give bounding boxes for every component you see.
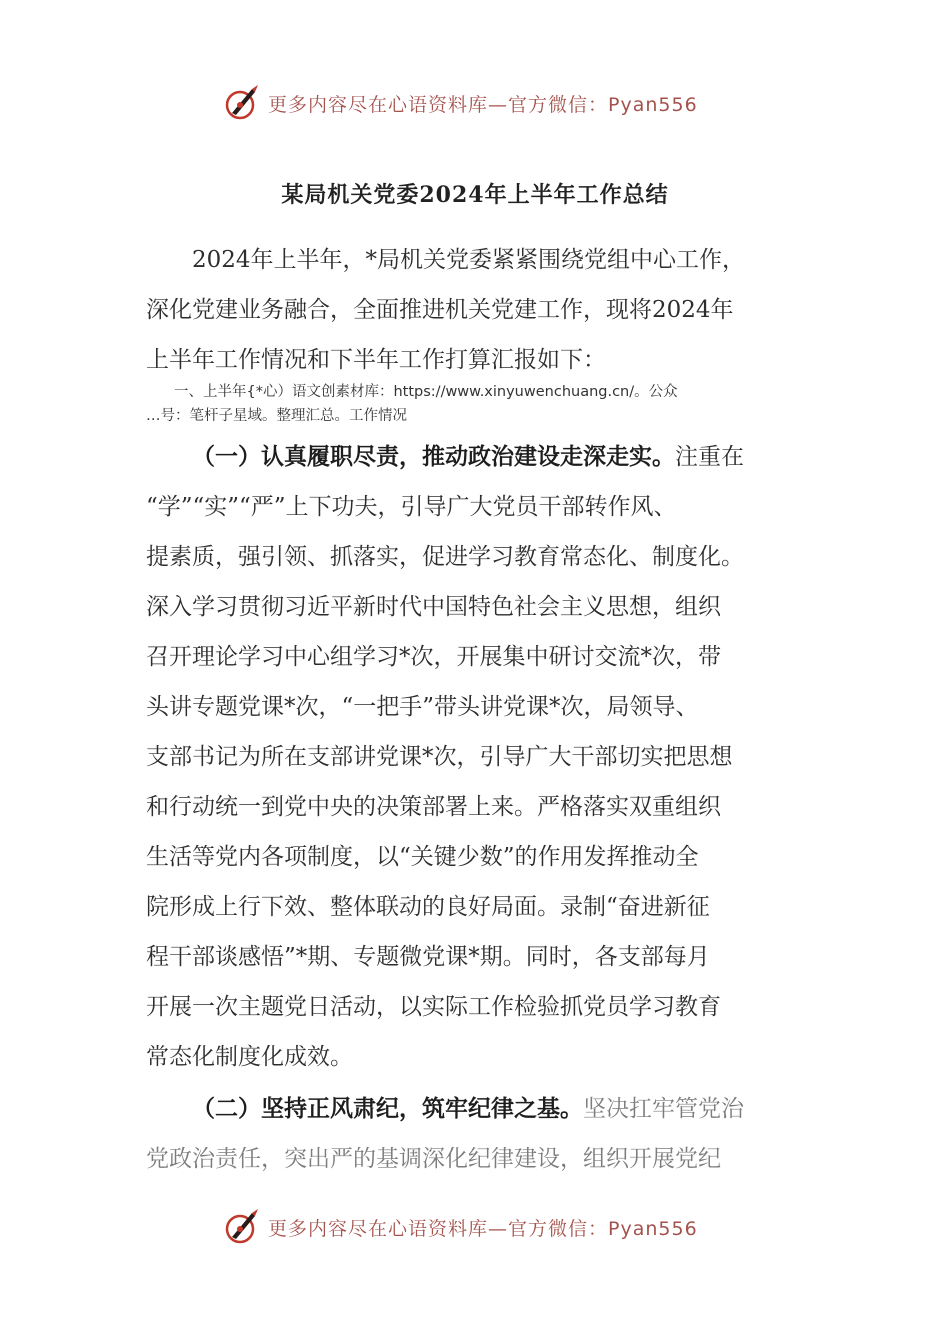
document-title: 某局机关党委2024年上半年工作总结 xyxy=(281,182,669,208)
intro-paragraph xyxy=(146,235,806,385)
banner-label: 更多内容尽在心语资料库—官方微信： xyxy=(268,1217,609,1240)
watermark-banner-bottom xyxy=(222,1205,698,1249)
quill-logo-icon xyxy=(222,83,262,123)
section-1-first-line xyxy=(146,432,806,482)
watermark-banner-top xyxy=(222,81,698,125)
body-line: 头讲专题党课*次，“一把手”带头讲党课*次，局领导、 xyxy=(146,694,699,720)
intro-line: 上半年工作情况和下半年工作打算汇报如下： xyxy=(146,347,606,373)
body-line: 深入学习贯彻习近平新时代中国特色社会主义思想，组织 xyxy=(146,594,721,620)
section-1-paragraph xyxy=(146,432,806,1082)
banner-label: 更多内容尽在心语资料库—官方微信： xyxy=(268,93,609,116)
banner-text xyxy=(268,90,698,117)
intro-line: 深化党建业务融合，全面推进机关党建工作，现将2024年 xyxy=(146,297,734,323)
note-line: …号：笔杆子星域。整理汇总。工作情况 xyxy=(146,408,407,424)
body-line: 党政治责任，突出严的基调深化纪律建设，组织开展党纪 xyxy=(146,1146,721,1172)
note-line: 一、上半年{*心）语文创素材库：https://www.xinyuwenchuang.cn/。公众 xyxy=(174,384,678,400)
banner-text xyxy=(268,1214,698,1241)
body-line: “学”“实”“严”上下功夫，引导广大党员干部转作风、 xyxy=(146,494,677,520)
body-line: 支部书记为所在支部讲党课*次，引导广大干部切实把思想 xyxy=(146,744,733,770)
body-line: 召开理论学习中心组学习*次，开展集中研讨交流*次，带 xyxy=(146,644,721,670)
body-line: 提素质，强引领、抓落实，促进学习教育常态化、制度化。 xyxy=(146,544,744,570)
banner-wechat-id: Pyan556 xyxy=(608,93,698,116)
body-line: 和行动统一到党中央的决策部署上来。严格落实双重组织 xyxy=(146,794,721,820)
body-line: 常态化制度化成效。 xyxy=(146,1044,353,1070)
section-2-heading: （二）坚持正风肃纪，筑牢纪律之基。 xyxy=(192,1095,583,1122)
section-2-first-line xyxy=(146,1084,806,1134)
quill-logo-icon xyxy=(222,1207,262,1247)
body-line: 开展一次主题党日活动，以实际工作检验抓党员学习教育 xyxy=(146,994,721,1020)
body-line: 程干部谈感悟”*期、专题微党课*期。同时，各支部每月 xyxy=(146,944,710,970)
intro-line: 2024年上半年，*局机关党委紧紧围绕党组中心工作， xyxy=(192,247,746,273)
section-2-first-rest: 坚决扛牢管党治 xyxy=(583,1096,744,1122)
section-2-paragraph xyxy=(146,1084,806,1184)
body-line: 院形成上行下效、整体联动的良好局面。录制“奋进新征 xyxy=(146,894,710,920)
section-1-heading: （一）认真履职尽责，推动政治建设走深走实。 xyxy=(192,443,675,470)
banner-wechat-id: Pyan556 xyxy=(608,1217,698,1240)
section-1-first-rest: 注重在 xyxy=(675,444,744,470)
body-line: 生活等党内各项制度，以“关键少数”的作用发挥推动全 xyxy=(146,844,699,870)
source-note xyxy=(146,380,806,428)
